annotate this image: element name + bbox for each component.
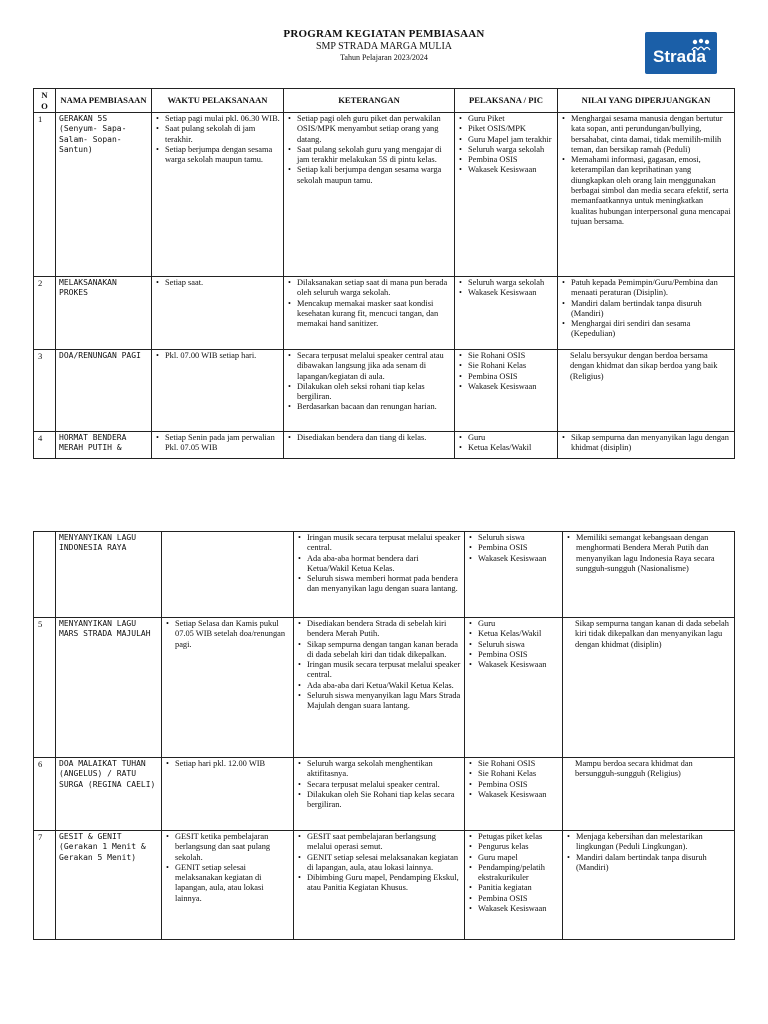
list-item: • Menghargai diri sendiri dan sesama (Kepedulian) bbox=[571, 319, 731, 340]
values-cell bbox=[563, 831, 735, 940]
col-keterangan: KETERANGAN bbox=[284, 89, 455, 113]
row-number: 6 bbox=[34, 758, 56, 831]
list-item: • Dibimbing Guru mapel, Pendamping Ekskul, atau Panitia Kegiatan Khusus. bbox=[307, 873, 461, 894]
activity-name: DOA/RENUNGAN PAGI bbox=[56, 350, 152, 432]
time-cell bbox=[152, 432, 284, 459]
list-item: • GENIT setiap selesai melaksanakan kegiatan di lapangan, aula, atau lokasi lainnya. bbox=[307, 853, 461, 874]
list-item: • Dilakukan oleh Sie Rohani tiap kelas secara bergiliran. bbox=[307, 790, 461, 811]
list-item: • Disediakan bendera dan tiang di kelas. bbox=[297, 433, 451, 443]
values-text: Sikap sempurna tangan kanan di dada sebelah kiri tidak dikepalkan dan menyanyikan lagu dengan khidmat (disiplin) bbox=[575, 619, 729, 649]
col-nama: NAMA PEMBIASAAN bbox=[56, 89, 152, 113]
logo-wordmark: Strada bbox=[653, 47, 706, 66]
pic-cell bbox=[455, 350, 558, 432]
page-1 bbox=[0, 0, 768, 480]
list-item: • Ada aba-aba hormat bendera dari Ketua/Wakil Ketua Kelas. bbox=[307, 554, 461, 575]
list-item: • Ada aba-aba dari Ketua/Wakil Ketua Kelas. bbox=[307, 681, 461, 691]
table-row bbox=[34, 618, 735, 758]
row-number: 1 bbox=[34, 113, 56, 277]
time-cell bbox=[162, 758, 294, 831]
values-cell bbox=[558, 113, 735, 277]
description-cell bbox=[294, 758, 465, 831]
description-cell bbox=[284, 350, 455, 432]
list-item: • Setiap pagi oleh guru piket dan perwakilan OSIS/MPK menyambut setiap orang yang datang. bbox=[297, 114, 451, 145]
values-cell bbox=[563, 758, 735, 831]
row-number: 3 bbox=[34, 350, 56, 432]
list-item: • Menjaga kebersihan dan melestarikan lingkungan (Peduli Lingkungan). bbox=[576, 832, 731, 853]
row-number bbox=[34, 532, 56, 618]
row-number: 7 bbox=[34, 831, 56, 940]
list-item: • Memahami informasi, gagasan, emosi, keterampilan dan keprihatinan yang diungkapkan oleh orang lain menggunakan berbagai simbol dan media secara efektif, serta memanfaatkannya untuk meningkatkan kualitas hubungan interpersonal guna mencapai tujuan bersama. bbox=[571, 155, 731, 227]
list-item: • Setiap Senin pada jam perwalian Pkl. 07.05 WIB bbox=[165, 433, 280, 454]
values-cell bbox=[563, 532, 735, 618]
list-item: • Guru Mapel jam terakhir bbox=[468, 135, 554, 145]
list-item: • Seluruh siswa menyanyikan lagu Mars Strada Majulah dengan suara lantang. bbox=[307, 691, 461, 712]
time-cell bbox=[152, 277, 284, 350]
pic-cell bbox=[465, 532, 563, 618]
list-item: • GESIT ketika pembelajaran berlangsung dan saat pulang sekolah. bbox=[175, 832, 290, 863]
activity-name: MENYANYIKAN LAGU MARS STRADA MAJULAH bbox=[56, 618, 162, 758]
list-item: • Seluruh warga sekolah menghentikan aktifitasnya. bbox=[307, 759, 461, 780]
list-item: • Wakasek Kesiswaan bbox=[468, 288, 554, 298]
list-item: • Sie Rohani OSIS bbox=[468, 351, 554, 361]
list-item: • Seluruh siswa bbox=[478, 640, 559, 650]
activity-name: GESIT & GENIT (Gerakan 1 Menit & Gerakan 5 Menit) bbox=[56, 831, 162, 940]
values-cell bbox=[563, 618, 735, 758]
list-item: • Seluruh warga sekolah bbox=[468, 278, 554, 288]
list-item: • Piket OSIS/MPK bbox=[468, 124, 554, 134]
time-cell bbox=[162, 618, 294, 758]
list-item: • Pembina OSIS bbox=[478, 894, 559, 904]
list-item: • Setiap pagi mulai pkl. 06.30 WIB. bbox=[165, 114, 280, 124]
table-row bbox=[34, 277, 735, 350]
values-cell bbox=[558, 277, 735, 350]
row-number: 2 bbox=[34, 277, 56, 350]
description-cell bbox=[284, 277, 455, 350]
table-row bbox=[34, 350, 735, 432]
list-item: • Wakasek Kesiswaan bbox=[478, 790, 559, 800]
list-item: • Setiap hari pkl. 12.00 WIB bbox=[175, 759, 290, 769]
list-item: • Wakasek Kesiswaan bbox=[478, 660, 559, 670]
values-cell bbox=[558, 432, 735, 459]
list-item: • Disediakan bendera Strada di sebelah kiri bendera Merah Putih. bbox=[307, 619, 461, 640]
time-cell bbox=[152, 350, 284, 432]
program-table-page-2 bbox=[33, 531, 735, 940]
list-item: • Mencakup memakai masker saat kondisi kesehatan kurang fit, mencuci tangan, dan memakai hand sanitizer. bbox=[297, 299, 451, 330]
pic-cell bbox=[465, 618, 563, 758]
description-cell bbox=[294, 532, 465, 618]
list-item: • Guru Piket bbox=[468, 114, 554, 124]
list-item: • Mandiri dalam bertindak tanpa disuruh (Mandiri) bbox=[571, 299, 731, 320]
list-item: • Iringan musik secara terpusat melalui speaker central. bbox=[307, 533, 461, 554]
list-item: • Wakasek Kesiswaan bbox=[468, 165, 554, 175]
list-item: • Sikap sempurna dan menyanyikan lagu dengan khidmat (disiplin) bbox=[571, 433, 731, 454]
list-item: • Pkl. 07.00 WIB setiap hari. bbox=[165, 351, 280, 361]
pic-cell bbox=[455, 113, 558, 277]
time-cell bbox=[152, 113, 284, 277]
activity-name: MENYANYIKAN LAGU INDONESIA RAYA bbox=[56, 532, 162, 618]
list-item: • Petugas piket kelas bbox=[478, 832, 559, 842]
list-item: • Guru mapel bbox=[478, 853, 559, 863]
list-item: • GESIT saat pembelajaran berlangsung melalui operasi semut. bbox=[307, 832, 461, 853]
list-item: • Pembina OSIS bbox=[468, 155, 554, 165]
pic-cell bbox=[455, 432, 558, 459]
list-item: • Setiap kali berjumpa dengan sesama warga sekolah maupun tamu. bbox=[297, 165, 451, 186]
activity-name: HORMAT BENDERA MERAH PUTIH & bbox=[56, 432, 152, 459]
list-item: • Pendamping/pelatih ekstrakurikuler bbox=[478, 863, 559, 884]
time-cell bbox=[162, 532, 294, 618]
description-cell bbox=[294, 831, 465, 940]
list-item: • Menghargai sesama manusia dengan bertutur kata sopan, anti perundungan/bullying, bersahabat, cinta damai, tidak memilih-milih teman, dan bersikap ramah (Peduli) bbox=[571, 114, 731, 155]
list-item: • Saat pulang sekolah di jam terakhir. bbox=[165, 124, 280, 145]
activity-name: DOA MALAIKAT TUHAN (ANGELUS) / RATU SURGA (REGINA CAELI) bbox=[56, 758, 162, 831]
list-item: • GENIT setiap selesai melaksanakan kegiatan di lapangan, aula, atau lokasi lainnya. bbox=[175, 863, 290, 904]
list-item: • Pembina OSIS bbox=[478, 543, 559, 553]
list-item: • Guru bbox=[468, 433, 554, 443]
table-row bbox=[34, 432, 735, 459]
list-item: • Iringan musik secara terpusat melalui speaker central. bbox=[307, 660, 461, 681]
activity-name: MELAKSANAKAN PROKES bbox=[56, 277, 152, 350]
values-text: Selalu bersyukur dengan berdoa bersama dengan khidmat dan sikap berdoa yang baik (Religius) bbox=[570, 351, 718, 381]
list-item: • Wakasek Kesiswaan bbox=[478, 904, 559, 914]
time-cell bbox=[162, 831, 294, 940]
list-item: • Pembina OSIS bbox=[478, 650, 559, 660]
list-item: • Setiap berjumpa dengan sesama warga sekolah maupun tamu. bbox=[165, 145, 280, 166]
list-item: • Wakasek Kesiswaan bbox=[478, 554, 559, 564]
document-title: PROGRAM KEGIATAN PEMBIASAAN bbox=[283, 28, 485, 40]
values-text: Mampu berdoa secara khidmat dan bersungguh-sungguh (Religius) bbox=[575, 759, 693, 779]
col-waktu: WAKTU PELAKSANAAN bbox=[152, 89, 284, 113]
list-item: • Patuh kepada Pemimpin/Guru/Pembina dan menaati peraturan (Disiplin). bbox=[571, 278, 731, 299]
description-cell bbox=[284, 113, 455, 277]
list-item: • Setiap Selasa dan Kamis pukul 07.05 WIB setelah doa/renungan pagi. bbox=[175, 619, 290, 650]
school-name: SMP STRADA MARGA MULIA bbox=[315, 41, 453, 52]
list-item: • Seluruh siswa memberi hormat pada bendera dan menyanyikan lagu dengan suara lantang. bbox=[307, 574, 461, 595]
row-number: 4 bbox=[34, 432, 56, 459]
list-item: • Pengurus kelas bbox=[478, 842, 559, 852]
description-cell bbox=[284, 432, 455, 459]
list-item: • Pembina OSIS bbox=[468, 372, 554, 382]
list-item: • Pembina OSIS bbox=[478, 780, 559, 790]
table-header-row bbox=[34, 89, 735, 113]
list-item: • Dilakukan oleh seksi rohani tiap kelas bergiliran. bbox=[297, 382, 451, 403]
list-item: • Mandiri dalam bertindak tanpa disuruh (Mandiri) bbox=[576, 853, 731, 874]
list-item: • Seluruh warga sekolah bbox=[468, 145, 554, 155]
program-table-page-1 bbox=[33, 88, 735, 459]
list-item: • Setiap saat. bbox=[165, 278, 280, 288]
list-item: • Dilaksanakan setiap saat di mana pun berada oleh seluruh warga sekolah. bbox=[297, 278, 451, 299]
strada-logo bbox=[645, 32, 717, 74]
list-item: • Wakasek Kesiswaan bbox=[468, 382, 554, 392]
pic-cell bbox=[455, 277, 558, 350]
academic-year: Tahun Pelajaran 2023/2024 bbox=[340, 53, 428, 62]
pic-cell bbox=[465, 758, 563, 831]
list-item: • Guru bbox=[478, 619, 559, 629]
description-cell bbox=[294, 618, 465, 758]
col-no: N O bbox=[34, 89, 56, 113]
activity-name: GERAKAN 5S (Senyum- Sapa- Salam- Sopan- Santun) bbox=[56, 113, 152, 277]
list-item: • Memiliki semangat kebangsaan dengan menghormati Bendera Merah Putih dan menyanyikan lagu Indonesia Raya secara sungguh-sungguh (Nasionalisme) bbox=[576, 533, 731, 574]
table-row bbox=[34, 758, 735, 831]
values-cell bbox=[558, 350, 735, 432]
list-item: • Ketua Kelas/Wakil bbox=[478, 629, 559, 639]
list-item: • Ketua Kelas/Wakil bbox=[468, 443, 554, 453]
pic-cell bbox=[465, 831, 563, 940]
list-item: • Berdasarkan bacaan dan renungan harian. bbox=[297, 402, 451, 412]
list-item: • Sikap sempurna dengan tangan kanan berada di dada sebelah kiri dan tidak dikepalkan. bbox=[307, 640, 461, 661]
list-item: • Saat pulang sekolah guru yang mengajar di jam terakhir melakukan 5S di pintu kelas. bbox=[297, 145, 451, 166]
col-nilai: NILAI YANG DIPERJUANGKAN bbox=[558, 89, 735, 113]
list-item: • Sie Rohani Kelas bbox=[468, 361, 554, 371]
list-item: • Sie Rohani Kelas bbox=[478, 769, 559, 779]
list-item: • Secara terpusat melalui speaker central. bbox=[307, 780, 461, 790]
table-row bbox=[34, 532, 735, 618]
col-pic: PELAKSANA / PIC bbox=[455, 89, 558, 113]
list-item: • Seluruh siswa bbox=[478, 533, 559, 543]
table-row bbox=[34, 113, 735, 277]
row-number: 5 bbox=[34, 618, 56, 758]
table-row bbox=[34, 831, 735, 940]
list-item: • Panitia kegiatan bbox=[478, 883, 559, 893]
list-item: • Sie Rohani OSIS bbox=[478, 759, 559, 769]
list-item: • Secara terpusat melalui speaker central atau dibawakan langsung jika ada senam di lapangan/kegiatan di aula. bbox=[297, 351, 451, 382]
